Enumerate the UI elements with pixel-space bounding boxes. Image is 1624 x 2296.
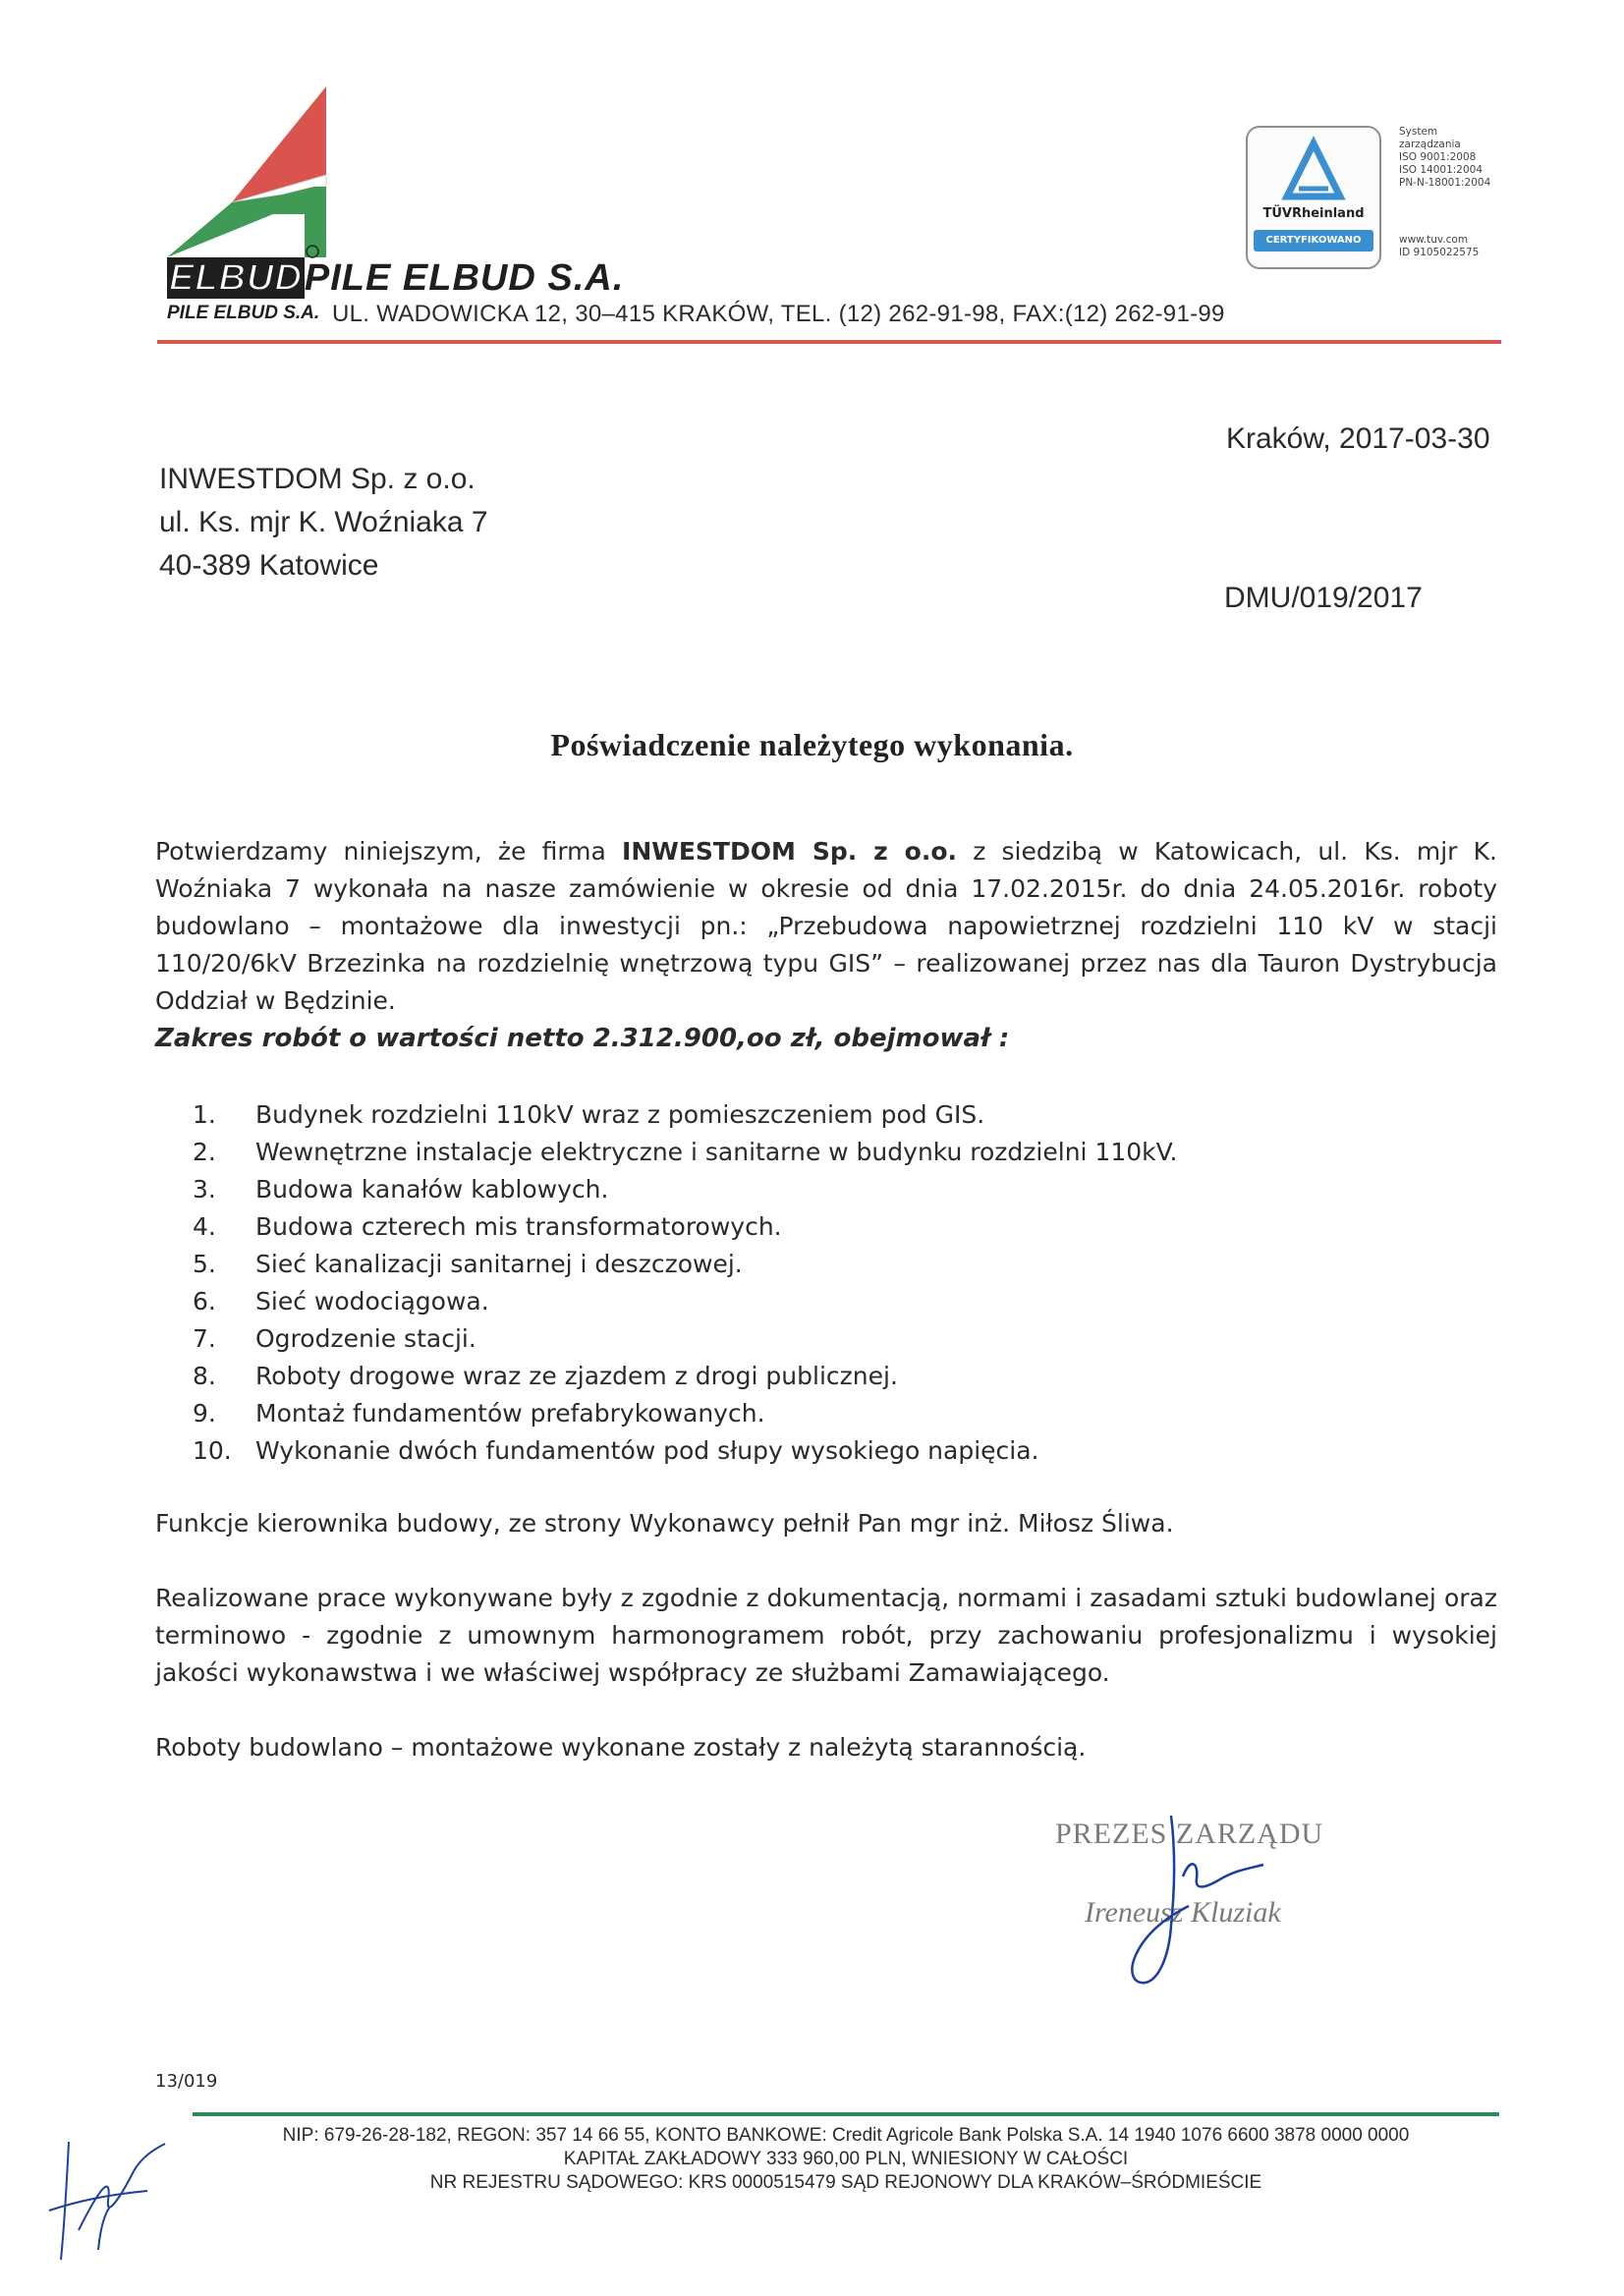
- list-item: [193, 1283, 1177, 1320]
- list-item-number: 8.: [193, 1362, 216, 1390]
- closing-paragraph: Roboty budowlano – montażowe wykonane zostały z należytą starannością.: [155, 1733, 1087, 1762]
- cert-web-line: www.tuv.com: [1399, 234, 1469, 246]
- list-item-number: 2.: [193, 1138, 216, 1166]
- header-divider: [157, 340, 1501, 344]
- handwritten-signature-icon: [1081, 1808, 1307, 1994]
- list-item-number: 6.: [193, 1287, 216, 1316]
- list-item: [193, 1358, 1177, 1395]
- tuv-badge-label: CERTYFIKOWANO: [1254, 230, 1373, 252]
- quality-paragraph: Realizowane prace wykonywane były z zgodnie z dokumentacją, normami i zasadami sztuki budowlanej oraz terminowo - zgodnie z umownym harmonogramem robót, przy zachowaniu profesjonalizmu i wysokiej jakości wykonawstwa i we właściwej współpracy ze służbami Zamawiającego.: [155, 1584, 1497, 1687]
- list-item: [193, 1208, 1177, 1246]
- list-item: [193, 1432, 1177, 1470]
- tuv-brand: TÜVRheinland: [1262, 206, 1365, 221]
- list-item: [193, 1096, 1177, 1134]
- list-item: [193, 1134, 1177, 1171]
- document-date: Kraków, 2017-03-30: [1226, 422, 1490, 455]
- list-item-number: 10.: [193, 1436, 232, 1465]
- footer-line-tax: NIP: 679-26-28-182, REGON: 357 14 66 55, KONTO BANKOWE: Credit Agricole Bank Polska S.A. 14 1940 1076 6600 3878 0000 0000: [282, 2125, 1410, 2146]
- intro-company-name: INWESTDOM Sp. z o.o.: [622, 837, 958, 866]
- list-item-text: Montaż fundamentów prefabrykowanych.: [255, 1399, 765, 1428]
- scope-list: [193, 1096, 1177, 1470]
- logo-subtitle: PILE ELBUD S.A.: [167, 303, 320, 323]
- list-item-number: 1.: [193, 1100, 216, 1129]
- list-item-number: 7.: [193, 1324, 216, 1353]
- elbud-logo-icon: [167, 84, 344, 259]
- initials-signature-icon: [39, 2132, 177, 2269]
- list-item-text: Sieć wodociągowa.: [255, 1287, 489, 1316]
- cert-line: zarządzania: [1399, 139, 1461, 150]
- cert-line: System: [1399, 126, 1438, 138]
- company-address: UL. WADOWICKA 12, 30–415 KRAKÓW, TEL. (12) 262-91-98, FAX:(12) 262-91-99: [332, 301, 1225, 327]
- intro-paragraph: [155, 833, 1497, 1020]
- list-item-text: Budowa czterech mis transformatorowych.: [255, 1212, 782, 1241]
- manager-paragraph: Funkcje kierownika budowy, ze strony Wykonawcy pełnił Pan mgr inż. Miłosz Śliwa.: [155, 1509, 1174, 1538]
- list-item-number: 5.: [193, 1250, 216, 1278]
- intro-text-start: Potwierdzamy niniejszym, że firma: [155, 837, 623, 866]
- intro-text-rest: z siedzibą w Katowicach, ul. Ks. mjr K. Woźniaka 7 wykonała na nasze zamówienie w okresie od dnia 17.02.2015r. do dnia 24.05.2016r. roboty budowlano – montażowe dla inwestycji pn.: „Przebudowa napowietrznej rozdzielni 110 kV w stacji 110/20/6kV Brzezinka na rozdzielnię wnętrzową typu GIS” – realizowanej przez nas dla Tauron Dystrybucja Oddział w Będzinie.: [155, 837, 1497, 1015]
- list-item-text: Wykonanie dwóch fundamentów pod słupy wysokiego napięcia.: [255, 1436, 1039, 1465]
- signature-name: Ireneusz Kluziak: [1085, 1896, 1281, 1929]
- certificate-system-info: [1399, 126, 1490, 190]
- logo-wordmark: [167, 257, 624, 300]
- list-item: [193, 1320, 1177, 1358]
- recipient-address: [159, 458, 488, 588]
- list-item-number: 4.: [193, 1212, 216, 1241]
- list-item-text: Roboty drogowe wraz ze zjazdem z drogi publicznej.: [255, 1362, 898, 1390]
- certificate-web-info: [1399, 234, 1479, 259]
- recipient-city: 40-389 Katowice: [159, 549, 379, 582]
- list-item-number: 3.: [193, 1175, 216, 1204]
- footer-line-capital: KAPITAŁ ZAKŁADOWY 333 960,00 PLN, WNIESIONY W CAŁOŚCI: [563, 2149, 1129, 2169]
- document-reference: DMU/019/2017: [1224, 582, 1423, 614]
- signature-title: PREZES ZARZĄDU: [1055, 1818, 1324, 1850]
- document-title: Poświadczenie należytego wykonania.: [550, 727, 1074, 762]
- cert-id-line: ID 9105022575: [1399, 247, 1480, 258]
- list-item-number: 9.: [193, 1399, 216, 1428]
- list-item-text: Budowa kanałów kablowych.: [255, 1175, 609, 1204]
- logo-word: ELBUD: [169, 257, 303, 299]
- footer-divider: [193, 2112, 1499, 2116]
- cert-line: PN-N-18001:2004: [1399, 177, 1491, 189]
- list-item-text: Sieć kanalizacji sanitarnej i deszczowej.: [255, 1250, 743, 1278]
- recipient-name: INWESTDOM Sp. z o.o.: [159, 463, 476, 495]
- list-item-text: Wewnętrzne instalacje elektryczne i sanitarne w budynku rozdzielni 110kV.: [255, 1138, 1178, 1166]
- recipient-street: ul. Ks. mjr K. Woźniaka 7: [159, 506, 488, 538]
- list-item-text: Budynek rozdzielni 110kV wraz z pomieszczeniem pod GIS.: [255, 1100, 985, 1129]
- company-registration-footer: [193, 2124, 1499, 2195]
- page-number: 13/019: [155, 2071, 218, 2092]
- list-item: [193, 1395, 1177, 1432]
- cert-line: ISO 14001:2004: [1399, 164, 1484, 176]
- scope-heading: Zakres robót o wartości netto 2.312.900,oo zł, obejmował :: [155, 1024, 1010, 1053]
- list-item: [193, 1246, 1177, 1283]
- footer-line-registry: NR REJESTRU SĄDOWEGO: KRS 0000515479 SĄD REJONOWY DLA KRAKÓW–ŚRÓDMIEŚCIE: [429, 2172, 1262, 2193]
- company-name: PILE ELBUD S.A.: [304, 257, 625, 299]
- list-item: [193, 1171, 1177, 1208]
- list-item-text: Ogrodzenie stacji.: [255, 1324, 476, 1353]
- cert-line: ISO 9001:2008: [1399, 151, 1477, 163]
- tuv-certificate-badge: [1246, 126, 1381, 269]
